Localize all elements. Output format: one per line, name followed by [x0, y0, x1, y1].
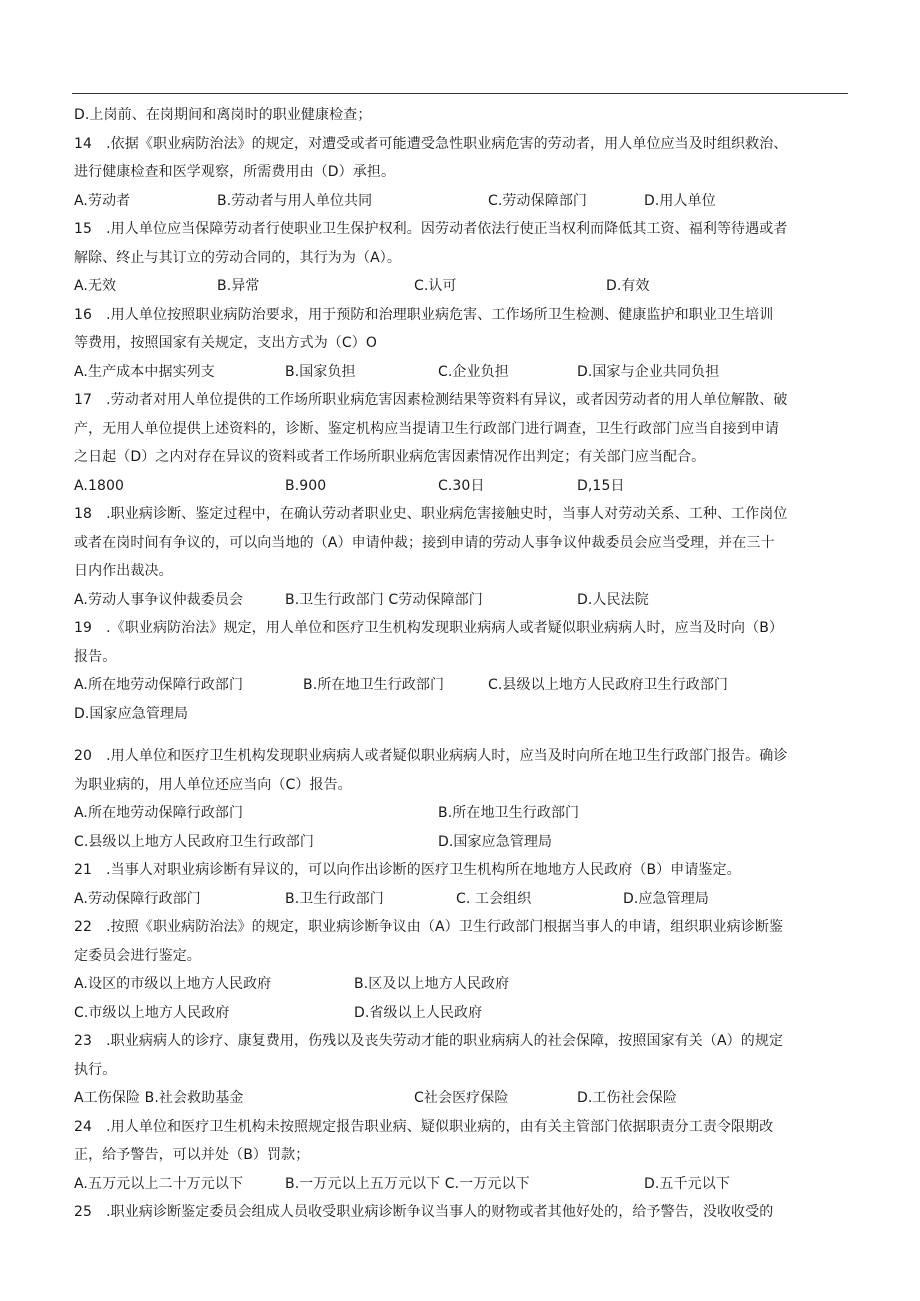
answer-option: B.900 — [285, 477, 327, 494]
text-line: 25 .职业病诊断鉴定委员会组成人员收受职业病诊断争议当事人的财物或者其他好处的，给予警告，没收收受的 — [74, 1204, 774, 1220]
answer-option: D.有效 — [606, 278, 650, 294]
answer-option: A.劳动保障行政部门 — [74, 890, 201, 907]
answer-option: C.市级以上地方人民政府 — [74, 1004, 230, 1021]
answer-options — [74, 970, 852, 999]
answer-options — [74, 1170, 852, 1199]
answer-option: C.企业负担 — [438, 363, 509, 380]
answer-option: C社会医疗保险 — [414, 1090, 509, 1106]
answer-option: A.所在地劳动保障行政部门 — [74, 805, 244, 821]
text-line: 18 .职业病诊断、鉴定过程中，在确认劳动者职业史、职业病危害接触史时，当事人对劳动关系、工种、工作岗位 — [74, 506, 788, 522]
answer-option: D.工伤社会保险 — [577, 1090, 678, 1106]
text-line: 报告。 — [74, 648, 117, 665]
answer-options — [74, 671, 852, 700]
answer-option: B.所在地卫生行政部门 — [438, 805, 580, 821]
answer-option: D,15日 — [577, 477, 625, 494]
text-line: 20 .用人单位和医疗卫生机构发现职业病病人或者疑似职业病病人时，应当及时向所在地卫生行政部门报告。确诊 — [74, 748, 788, 764]
answer-option: D.国家应急管理局 — [438, 833, 553, 850]
answer-option: D.用人单位 — [644, 192, 716, 209]
answer-option: B.卫生行政部门 — [285, 890, 384, 907]
answer-option: B.所在地卫生行政部门 — [303, 677, 445, 693]
text-line: 17 .劳动者对用人单位提供的工作场所职业病危害因素检测结果等资料有异议，或者因劳动者的用人单位解散、破 — [74, 392, 788, 408]
text-line: 19 .《职业病防治法》规定，用人单位和医疗卫生机构发现职业病病人或者疑似职业病病人时，应当及时向（B） — [74, 620, 784, 636]
answer-options — [74, 586, 852, 615]
answer-option: D.五千元以下 — [644, 1175, 730, 1192]
text-line: 或者在岗时间有争议的，可以向当地的（A）申请仲裁；接到申请的劳动人事争议仲裁委员会应当受理，并在三十 — [74, 534, 775, 551]
answer-option: D.人民法院 — [577, 591, 649, 608]
answer-option: B.劳动者与用人单位共同 — [217, 192, 373, 209]
text-line: 日内作出裁决。 — [74, 563, 173, 579]
text-line: 等费用，按照国家有关规定，支出方式为（C）O — [74, 335, 377, 351]
document-body — [74, 101, 852, 1227]
answer-options — [74, 828, 852, 857]
text-line: D.上岗前、在岗期间和离岗时的职业健康检查； — [74, 107, 372, 123]
answer-options — [74, 1084, 852, 1113]
answer-option: A.五万元以上二十万元以下 — [74, 1175, 244, 1192]
answer-option: B.一万元以上五万元以下 C.一万元以下 — [285, 1175, 530, 1192]
answer-option: A.无效 — [74, 278, 117, 294]
answer-option: A工伤保险 B.社会救助基金 — [74, 1090, 244, 1106]
text-line: 23 .职业病病人的诊疗、康复费用，伤残以及丧失劳动才能的职业病病人的社会保障，按照国家有关（A）的规定 — [74, 1033, 784, 1049]
text-line: 产，无用人单位提供上述资料的，诊断、鉴定机构应当提请卫生行政部门进行调查，卫生行政部门应当自接到申请 — [74, 420, 779, 437]
text-line: 进行健康检查和医学观察，所需费用由（D）承担。 — [74, 164, 396, 180]
text-line: 14 .依据《职业病防治法》的规定，对遭受或者可能遭受急性职业病危害的劳动者，用人单位应当及时组织救治、 — [74, 135, 788, 152]
text-line: 正，给予警告，可以并处（B）罚款； — [74, 1147, 310, 1163]
answer-options — [74, 358, 852, 387]
text-line: 16 .用人单位按照职业病防治要求，用于预防和治理职业病危害、工作场所卫生检测、健康监护和职业卫生培训 — [74, 306, 774, 323]
text-line: D.国家应急管理局 — [74, 705, 189, 722]
text-line: 之日起（D）之内对存在异议的资料或者工作场所职业病危害因素情况作出判定；有关部门应当配合。 — [74, 449, 706, 465]
header-rule — [72, 93, 848, 94]
answer-option: C.30日 — [438, 477, 485, 494]
answer-options — [74, 272, 852, 301]
text-line: 24 .用人单位和医疗卫生机构未按照规定报告职业病、疑似职业病的，由有关主管部门依据职责分工责令限期改 — [74, 1118, 774, 1135]
answer-option: A.1800 — [74, 477, 125, 494]
text-line: 执行。 — [74, 1061, 117, 1078]
answer-option: A.设区的市级以上地方人民政府 — [74, 976, 272, 992]
answer-option: C.县级以上地方人民政府卫生行政部门 — [488, 677, 729, 693]
answer-option: A.生产成本中据实列支 — [74, 363, 215, 380]
text-line: 15 .用人单位应当保障劳动者行使职业卫生保护权利。因劳动者依法行使正当权利而降低其工资、福利等待遇或者 — [74, 221, 788, 237]
text-line: 解除、终止与其订立的劳动合同的，其行为为（A）。 — [74, 249, 401, 266]
answer-option: D.省级以上人民政府 — [354, 1004, 483, 1021]
answer-option: B.国家负担 — [285, 363, 356, 380]
answer-options — [74, 799, 852, 828]
text-line: 定委员会进行鉴定。 — [74, 947, 201, 964]
answer-option: C.认可 — [414, 278, 457, 294]
answer-option: A.劳动人事争议仲裁委员会 — [74, 591, 244, 608]
paragraph-gap — [74, 728, 852, 742]
answer-options — [74, 885, 852, 914]
answer-options — [74, 472, 852, 501]
answer-option: B.卫生行政部门 C劳动保障部门 — [285, 591, 483, 608]
answer-option: C.劳动保障部门 — [488, 192, 588, 209]
answer-option: A.劳动者 — [74, 192, 131, 209]
answer-option: C. 工会组织 — [456, 890, 532, 907]
text-line: 21 .当事人对职业病诊断有异议的，可以向作出诊断的医疗卫生机构所在地地方人民政府（B）申请鉴定。 — [74, 862, 741, 878]
answer-option: B.区及以上地方人民政府 — [354, 976, 510, 992]
answer-option: D.应急管理局 — [623, 890, 709, 907]
answer-option: D.国家与企业共同负担 — [577, 363, 720, 380]
answer-options — [74, 187, 852, 216]
answer-option: B.异常 — [217, 278, 260, 294]
text-line: 为职业病的，用人单位还应当向（C）报告。 — [74, 776, 352, 793]
answer-option: A.所在地劳动保障行政部门 — [74, 677, 244, 693]
answer-options — [74, 999, 852, 1028]
text-line: 22 .按照《职业病防治法》的规定，职业病诊断争议由（A）卫生行政部门根据当事人的申请，组织职业病诊断鉴 — [74, 919, 784, 935]
answer-option: C.县级以上地方人民政府卫生行政部门 — [74, 833, 315, 850]
